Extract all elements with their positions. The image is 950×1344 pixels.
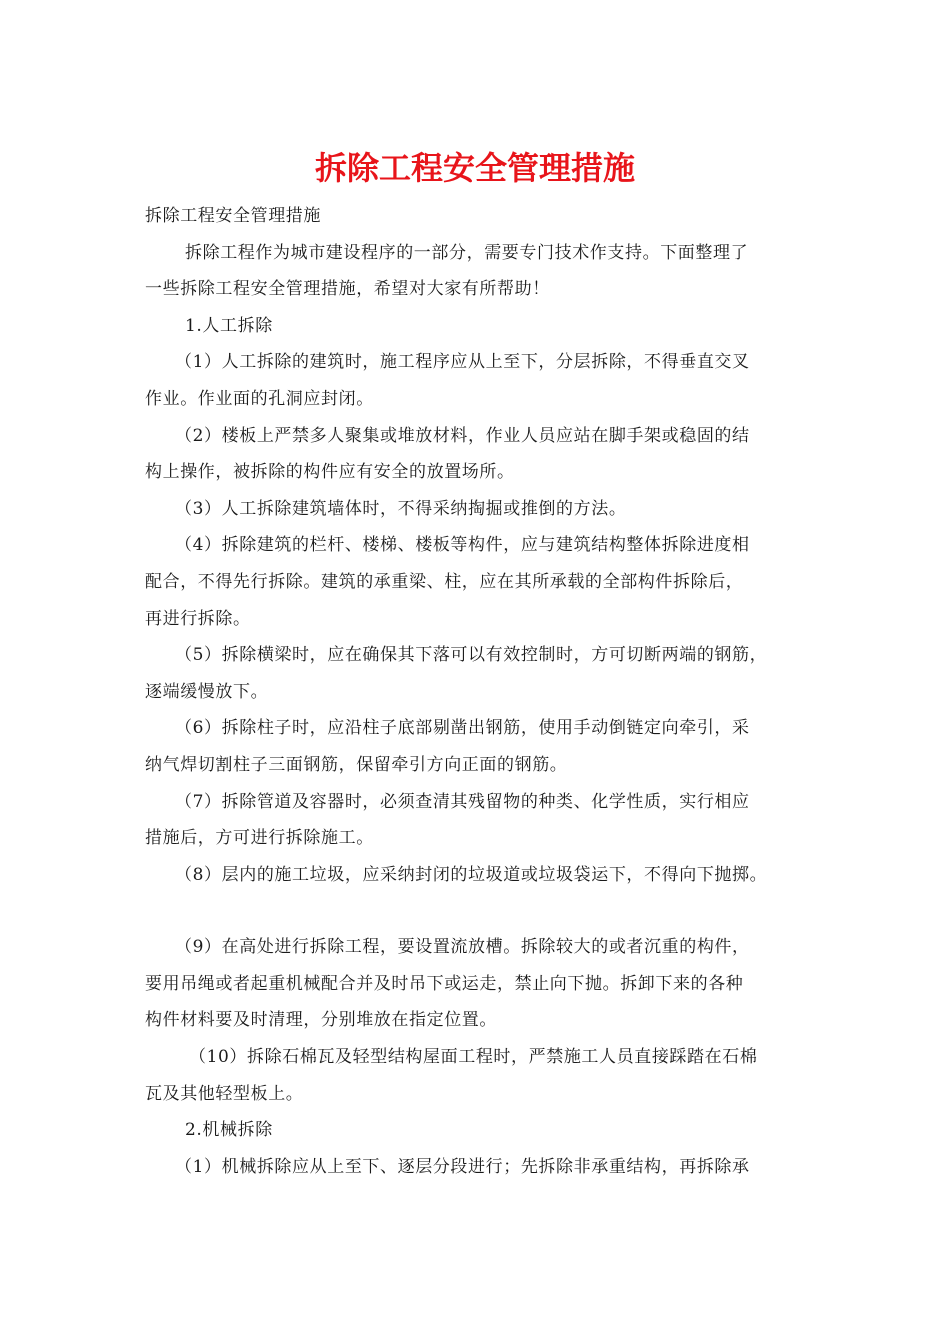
paragraph-line: （5）拆除横梁时，应在确保其下落可以有效控制时，方可切断两端的钢筋， [175, 645, 768, 666]
paragraph-line: （9）在高处进行拆除工程，要设置流放槽。拆除较大的或者沉重的构件， [175, 937, 750, 958]
paragraph-line: （1）机械拆除应从上至下、逐层分段进行；先拆除非承重结构，再拆除承 [175, 1156, 750, 1177]
paragraph-line: 纳气焊切割柱子三面钢筋，保留牵引方向正面的钢筋。 [145, 754, 568, 775]
intro-line-1: 拆除工程作为城市建设程序的一部分，需要专门技术作支持。下面整理了 [185, 242, 749, 263]
paragraph-line: 配合，不得先行拆除。建筑的承重梁、柱，应在其所承载的全部构件拆除后， [145, 571, 744, 592]
paragraph-line: （6）拆除柱子时，应沿柱子底部剔凿出钢筋，使用手动倒链定向牵引，采 [175, 718, 750, 739]
document-body [145, 198, 817, 1185]
paragraph-line: （7）拆除管道及容器时，必须查清其残留物的种类、化学性质，实行相应 [175, 791, 750, 812]
paragraph-line: 再进行拆除。 [145, 608, 251, 629]
intro-line-2: 一些拆除工程安全管理措施，希望对大家有所帮助！ [145, 279, 550, 300]
document-title: 拆除工程安全管理措施 [314, 149, 635, 187]
paragraph-line: （2）楼板上严禁多人聚集或堆放材料，作业人员应站在脚手架或稳固的结 [175, 425, 750, 446]
paragraph-line: （1）人工拆除的建筑时，施工程序应从上至下，分层拆除，不得垂直交叉 [175, 352, 750, 373]
paragraph-line: （8）层内的施工垃圾，应采纳封闭的垃圾道或垃圾袋运下，不得向下抛掷。 [175, 864, 768, 885]
paragraph-line: （10）拆除石棉瓦及轻型结构屋面工程时，严禁施工人员直接踩踏在石棉 [189, 1047, 758, 1068]
section-heading-mechanical: 2.机械拆除 [185, 1120, 273, 1141]
subtitle-line: 拆除工程安全管理措施 [145, 206, 321, 226]
paragraph-line: 作业。作业面的孔洞应封闭。 [145, 388, 374, 409]
paragraph-line: 构件材料要及时清理，分别堆放在指定位置。 [145, 1010, 497, 1031]
paragraph-line: （3）人工拆除建筑墙体时，不得采纳掏掘或推倒的方法。 [175, 498, 627, 519]
paragraph-line: （4）拆除建筑的栏杆、楼梯、楼板等构件，应与建筑结构整体拆除进度相 [175, 535, 750, 556]
section-heading-manual: 1.人工拆除 [185, 315, 273, 336]
paragraph-line: 瓦及其他轻型板上。 [145, 1083, 304, 1104]
paragraph-line: 措施后，方可进行拆除施工。 [145, 828, 374, 849]
paragraph-line: 要用吊绳或者起重机械配合并及时吊下或运走，禁止向下抛。拆卸下来的各种 [145, 973, 744, 994]
blank-gap [145, 893, 817, 929]
paragraph-line: 逐端缓慢放下。 [145, 681, 269, 702]
paragraph-line: 构上操作，被拆除的构件应有安全的放置场所。 [145, 462, 515, 483]
